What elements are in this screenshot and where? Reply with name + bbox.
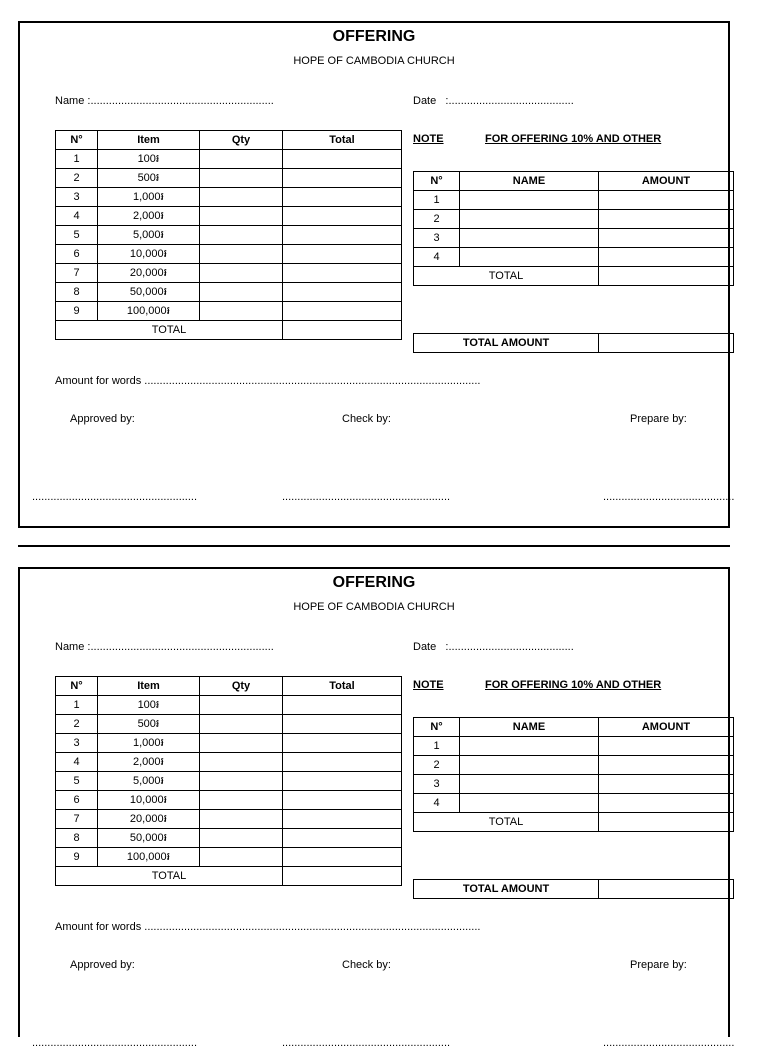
row-no: 3 <box>56 188 98 207</box>
form-title: OFFERING <box>332 28 416 45</box>
row-item: 2,000៛ <box>98 207 200 226</box>
items-total-label: TOTAL <box>56 867 283 886</box>
row-total[interactable] <box>283 696 402 715</box>
row-qty[interactable] <box>200 207 283 226</box>
row-no: 2 <box>414 210 460 229</box>
row-total[interactable] <box>283 772 402 791</box>
row-no: 9 <box>56 302 98 321</box>
row-qty[interactable] <box>200 264 283 283</box>
table-row <box>414 210 734 229</box>
row-item: 20,000៛ <box>98 264 200 283</box>
row-name[interactable] <box>460 210 599 229</box>
row-item: 100,000៛ <box>98 848 200 867</box>
items-total-label: TOTAL <box>56 321 283 340</box>
row-total[interactable] <box>283 283 402 302</box>
row-no: 1 <box>414 191 460 210</box>
row-amount[interactable] <box>599 737 734 756</box>
row-no: 2 <box>56 169 98 188</box>
row-no: 5 <box>56 772 98 791</box>
table-row <box>56 150 402 169</box>
row-name[interactable] <box>460 229 599 248</box>
row-total[interactable] <box>283 829 402 848</box>
row-item: 100,000៛ <box>98 302 200 321</box>
form-title: OFFERING <box>332 574 416 591</box>
table-row <box>414 794 734 813</box>
row-total[interactable] <box>283 302 402 321</box>
row-item: 20,000៛ <box>98 810 200 829</box>
row-item: 1,000៛ <box>98 188 200 207</box>
row-no: 3 <box>414 775 460 794</box>
col-total: Total <box>283 131 402 150</box>
table-row <box>56 734 402 753</box>
row-no: 3 <box>56 734 98 753</box>
offering-items-table <box>55 130 402 340</box>
other-total-row <box>414 267 734 286</box>
total-amount-label: TOTAL AMOUNT <box>414 334 599 353</box>
row-amount[interactable] <box>599 775 734 794</box>
prepare-by-label: Prepare by: <box>630 959 687 971</box>
note-label: NOTE <box>413 679 444 691</box>
name-field[interactable] <box>55 641 274 653</box>
table-row <box>56 188 402 207</box>
approved-by-label: Approved by: <box>70 413 135 425</box>
row-item: 5,000៛ <box>98 226 200 245</box>
row-no: 7 <box>56 810 98 829</box>
table-row <box>414 248 734 267</box>
other-header-row <box>414 172 734 191</box>
row-no: 9 <box>56 848 98 867</box>
name-field[interactable] <box>55 95 274 107</box>
row-amount[interactable] <box>599 229 734 248</box>
total-amount-table <box>413 879 734 899</box>
row-item: 500៛ <box>98 169 200 188</box>
row-qty[interactable] <box>200 245 283 264</box>
amount-for-words: Amount for words .............................................................................................................. <box>55 921 481 933</box>
table-row <box>414 775 734 794</box>
approved-signature-line[interactable]: ...................................................... <box>32 491 198 503</box>
row-item: 50,000៛ <box>98 829 200 848</box>
table-row <box>414 756 734 775</box>
row-qty[interactable] <box>200 188 283 207</box>
items-total-row <box>56 321 402 340</box>
row-qty[interactable] <box>200 715 283 734</box>
row-name[interactable] <box>460 756 599 775</box>
row-item: 100៛ <box>98 150 200 169</box>
check-signature-line[interactable]: ....................................................... <box>282 1037 451 1049</box>
row-total[interactable] <box>283 150 402 169</box>
row-total[interactable] <box>283 753 402 772</box>
table-row <box>56 696 402 715</box>
col-name: NAME <box>460 718 599 737</box>
total-amount-cell[interactable] <box>599 334 734 353</box>
date-label: Date <box>413 95 437 107</box>
name-line: :............................................................ <box>87 95 274 107</box>
row-total[interactable] <box>283 791 402 810</box>
row-qty[interactable] <box>200 734 283 753</box>
prepare-signature-line[interactable]: ........................................... <box>603 491 735 503</box>
table-row <box>56 264 402 283</box>
prepare-signature-line[interactable]: ........................................... <box>603 1037 735 1049</box>
row-item: 100៛ <box>98 696 200 715</box>
table-row <box>56 302 402 321</box>
row-no: 1 <box>56 696 98 715</box>
row-qty[interactable] <box>200 283 283 302</box>
date-field[interactable] <box>413 95 574 107</box>
other-offering-table <box>413 171 734 286</box>
row-total[interactable] <box>283 245 402 264</box>
other-total-row <box>414 813 734 832</box>
row-no: 7 <box>56 264 98 283</box>
note-text: FOR OFFERING 10% AND OTHER <box>485 133 662 145</box>
other-total-label: TOTAL <box>414 267 599 286</box>
page-separator <box>18 545 730 547</box>
row-item: 500៛ <box>98 715 200 734</box>
check-by-label: Check by: <box>342 959 391 971</box>
row-no: 4 <box>56 753 98 772</box>
other-total-cell[interactable] <box>599 813 734 832</box>
total-amount-cell[interactable] <box>599 880 734 899</box>
table-row <box>56 169 402 188</box>
col-item: Item <box>98 131 200 150</box>
table-row <box>56 753 402 772</box>
items-header-row <box>56 131 402 150</box>
name-label: Name <box>55 95 85 107</box>
row-amount[interactable] <box>599 210 734 229</box>
row-amount[interactable] <box>599 191 734 210</box>
row-qty[interactable] <box>200 810 283 829</box>
table-row <box>414 191 734 210</box>
date-line: :......................................... <box>445 95 574 107</box>
row-item: 10,000៛ <box>98 245 200 264</box>
total-amount-table <box>413 333 734 353</box>
church-name: HOPE OF CAMBODIA CHURCH <box>293 55 455 67</box>
other-offering-table <box>413 717 734 832</box>
row-no: 5 <box>56 226 98 245</box>
row-name[interactable] <box>460 775 599 794</box>
row-no: 6 <box>56 245 98 264</box>
row-amount[interactable] <box>599 248 734 267</box>
table-row <box>56 848 402 867</box>
total-amount-row <box>414 334 734 353</box>
row-amount[interactable] <box>599 756 734 775</box>
col-qty: Qty <box>200 131 283 150</box>
row-no: 2 <box>414 756 460 775</box>
row-name[interactable] <box>460 248 599 267</box>
table-row <box>56 245 402 264</box>
row-total[interactable] <box>283 810 402 829</box>
items-total-row <box>56 867 402 886</box>
other-header-row <box>414 718 734 737</box>
table-row <box>56 772 402 791</box>
table-row <box>56 829 402 848</box>
row-qty[interactable] <box>200 791 283 810</box>
col-amount: AMOUNT <box>599 172 734 191</box>
total-amount-row <box>414 880 734 899</box>
table-row <box>56 283 402 302</box>
table-row <box>414 737 734 756</box>
total-amount-label: TOTAL AMOUNT <box>414 880 599 899</box>
prepare-by-label: Prepare by: <box>630 413 687 425</box>
approved-by-label: Approved by: <box>70 959 135 971</box>
row-no: 6 <box>56 791 98 810</box>
col-item: Item <box>98 677 200 696</box>
row-total[interactable] <box>283 169 402 188</box>
row-name[interactable] <box>460 737 599 756</box>
table-row <box>56 207 402 226</box>
row-qty[interactable] <box>200 226 283 245</box>
table-row <box>56 715 402 734</box>
row-no: 4 <box>414 794 460 813</box>
row-name[interactable] <box>460 191 599 210</box>
row-item: 10,000៛ <box>98 791 200 810</box>
col-no: N° <box>56 131 98 150</box>
row-no: 3 <box>414 229 460 248</box>
date-label: Date <box>413 641 437 653</box>
table-row <box>56 226 402 245</box>
items-total-cell[interactable] <box>283 321 402 340</box>
other-total-cell[interactable] <box>599 267 734 286</box>
col-amount: AMOUNT <box>599 718 734 737</box>
table-row <box>414 229 734 248</box>
row-total[interactable] <box>283 734 402 753</box>
row-qty[interactable] <box>200 169 283 188</box>
col-total: Total <box>283 677 402 696</box>
row-qty[interactable] <box>200 753 283 772</box>
row-no: 1 <box>56 150 98 169</box>
note-label: NOTE <box>413 133 444 145</box>
row-total[interactable] <box>283 848 402 867</box>
offering-form-1 <box>18 21 735 528</box>
offering-items-table <box>55 676 402 886</box>
row-total[interactable] <box>283 188 402 207</box>
row-no: 8 <box>56 283 98 302</box>
table-row <box>56 810 402 829</box>
amount-for-words: Amount for words .............................................................................................................. <box>55 375 481 387</box>
row-no: 4 <box>56 207 98 226</box>
row-qty[interactable] <box>200 696 283 715</box>
name-line: :............................................................ <box>87 641 274 653</box>
check-by-label: Check by: <box>342 413 391 425</box>
church-name: HOPE OF CAMBODIA CHURCH <box>293 601 455 613</box>
date-line: :......................................... <box>445 641 574 653</box>
row-amount[interactable] <box>599 794 734 813</box>
row-total[interactable] <box>283 226 402 245</box>
check-signature-line[interactable]: ....................................................... <box>282 491 451 503</box>
note-text: FOR OFFERING 10% AND OTHER <box>485 679 662 691</box>
approved-signature-line[interactable]: ...................................................... <box>32 1037 198 1049</box>
table-row <box>56 791 402 810</box>
name-label: Name <box>55 641 85 653</box>
row-qty[interactable] <box>200 302 283 321</box>
row-item: 2,000៛ <box>98 753 200 772</box>
row-qty[interactable] <box>200 848 283 867</box>
row-total[interactable] <box>283 715 402 734</box>
row-qty[interactable] <box>200 150 283 169</box>
row-qty[interactable] <box>200 829 283 848</box>
col-no: N° <box>414 718 460 737</box>
row-no: 8 <box>56 829 98 848</box>
row-item: 1,000៛ <box>98 734 200 753</box>
row-no: 4 <box>414 248 460 267</box>
col-qty: Qty <box>200 677 283 696</box>
col-no: N° <box>414 172 460 191</box>
date-field[interactable] <box>413 641 574 653</box>
row-no: 2 <box>56 715 98 734</box>
items-total-cell[interactable] <box>283 867 402 886</box>
row-no: 1 <box>414 737 460 756</box>
row-total[interactable] <box>283 264 402 283</box>
other-total-label: TOTAL <box>414 813 599 832</box>
col-no: N° <box>56 677 98 696</box>
offering-form-2 <box>18 567 735 1049</box>
row-item: 5,000៛ <box>98 772 200 791</box>
items-header-row <box>56 677 402 696</box>
row-total[interactable] <box>283 207 402 226</box>
row-qty[interactable] <box>200 772 283 791</box>
row-item: 50,000៛ <box>98 283 200 302</box>
col-name: NAME <box>460 172 599 191</box>
row-name[interactable] <box>460 794 599 813</box>
